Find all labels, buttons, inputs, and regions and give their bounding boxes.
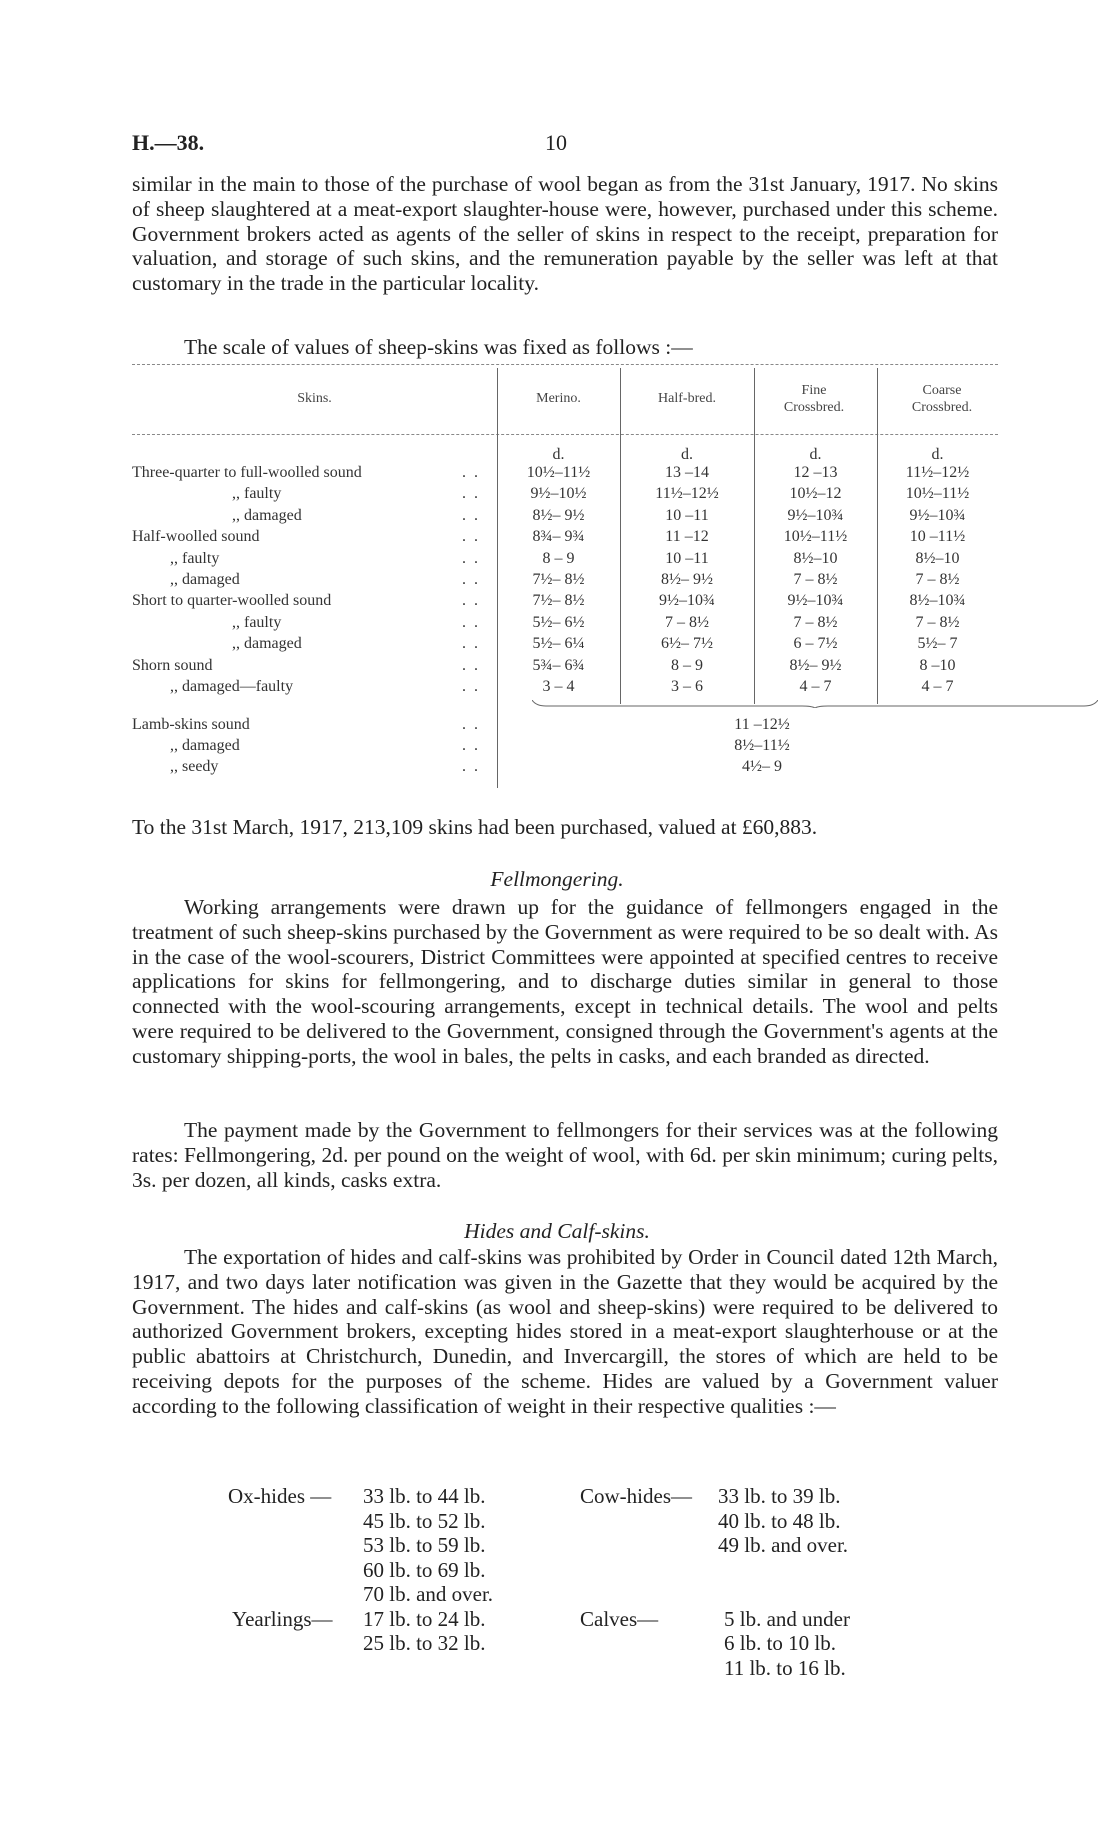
column-header-skins: Skins. [297,391,332,406]
ox-hides-range: 60 lb. to 69 lb. [363,1557,486,1582]
ox-hides-range: 33 lb. to 44 lb. [363,1484,486,1508]
value-cell: 8½–10¾ [909,592,966,610]
fellmongering-heading: Fellmongering. [490,867,624,891]
value-cell: 9½–10¾ [787,592,844,610]
value-cell: 11½–12½ [655,485,719,503]
yearlings-label: Yearlings— [232,1606,333,1631]
row-label: Half-woolled sound [132,528,260,546]
row-label: Three-quarter to full-woolled sound [132,464,362,481]
value-cell: 10 –11 [665,506,709,524]
table-header-rule [132,434,998,435]
row-dots: . . [462,528,480,546]
value-cell: 7 – 8½ [915,613,960,631]
column-header-fine-crossbred: Fine Crossbred. [783,383,845,415]
value-cell: 7½– 8½ [532,571,585,588]
row-dots: . . [462,737,480,754]
calves-range: 5 lb. and under [724,1606,850,1631]
value-cell: 5½– 6¼ [532,635,585,653]
value-cell: 8½– 9½ [789,656,842,674]
value-cell: 5¾– 6¾ [532,656,585,674]
purchase-summary: To the 31st March, 1917, 213,109 skins had been purchased, valued at £60,883. [132,815,818,839]
lamb-row-label: ,, damaged [170,737,240,754]
row-label: Short to quarter-woolled sound [132,592,332,610]
unit-label: d. [681,446,693,463]
value-cell: 5½– 7 [917,635,958,653]
ox-hides-range: 53 lb. to 59 lb. [363,1533,486,1557]
value-cell: 4 – 7 [921,678,954,695]
value-cell: 6½– 7½ [661,635,713,653]
row-dots: . . [462,758,480,775]
value-cell: 7½– 8½ [532,592,585,610]
value-cell: 7 – 8½ [793,613,838,631]
page-number: 10 [545,130,567,155]
row-label: ,, faulty [232,613,282,631]
calves-range: 6 lb. to 10 lb. [724,1631,837,1655]
value-cell: 10½–12 [789,485,842,503]
ox-hides-range: 45 lb. to 52 lb. [363,1508,486,1533]
row-dots: . . [462,506,480,524]
row-dots: . . [462,549,480,567]
row-label: ,, damaged—faulty [170,678,294,695]
lamb-value: 8½–11½ [734,737,790,754]
value-cell: 9½–10¾ [787,506,844,524]
row-dots: . . [462,464,480,481]
fellmongering-paragraph-2: The payment made by the Government to fellmongers for their services was at the following rates: Fellmongering, 2d. per pound on the weight of wool, with 6d. per skin minimum; curing pelts, 3s. per dozen, all kinds, casks extra. [132,1118,998,1192]
value-cell: 8½–10 [915,549,960,567]
yearlings-range: 17 lb. to 24 lb. [363,1606,486,1631]
lamb-value: 4½– 9 [742,758,782,775]
row-dots: . . [462,656,480,674]
value-cell: 9½–10½ [530,485,587,503]
row-dots: . . [462,485,480,503]
ox-hides-label: Ox-hides — [228,1484,332,1508]
row-label: ,, damaged [170,571,240,588]
value-cell: 3 – 6 [671,678,703,695]
row-label: Shorn sound [132,656,213,674]
cow-hides-range: 33 lb. to 39 lb. [718,1484,841,1508]
unit-label: d. [931,446,944,463]
row-label: ,, faulty [232,485,282,503]
value-cell: 10 –11 [665,549,709,567]
fellmongering-paragraph-1: Working arrangements were drawn up for the guidance of fellmongers engaged in the treatment of such sheep-skins purchased by the Government as were required to be so dealt with. As in the case of the wool-scourers, District Committees were appointed at specified centres to receive applications for skins for fellmongering, and to discharge duties similar in general to those connected with the wool-scouring arrangements, except in technical details. The wool and pelts were required to be delivered to the Government, consigned through the Government's agents at the customary shipping-ports, the wool in bales, the pelts in casks, and each branded as directed. [132,895,998,1068]
row-label: ,, damaged [232,635,302,653]
lamb-row-label: ,, seedy [170,758,219,775]
value-cell: 10½–11½ [526,464,591,481]
lamb-row-label: Lamb-skins sound [132,716,250,733]
row-dots: . . [462,571,480,588]
value-cell: 8 – 9 [671,656,703,674]
value-cell: 10½–11½ [783,528,848,546]
value-cell: 5½– 6½ [532,613,585,631]
unit-label: d. [809,446,822,463]
cow-hides-range: 49 lb. and over. [718,1533,849,1557]
ox-hides-range: 70 lb. and over. [363,1582,494,1606]
row-dots: . . [462,592,480,610]
calves-label: Calves— [580,1606,659,1631]
cow-hides-range: 40 lb. to 48 lb. [718,1508,841,1533]
hides-heading: Hides and Calf-skins. [464,1219,650,1243]
yearlings-range: 25 lb. to 32 lb. [363,1631,486,1655]
value-cell: 7 – 8½ [665,613,709,631]
value-cell: 12 –13 [793,464,838,481]
document-reference: H.—38. [132,130,205,155]
value-cell: 13 –14 [665,464,709,481]
row-dots: . . [462,635,480,653]
value-cell: 7 – 8½ [793,571,838,588]
value-cell: 3 – 4 [542,678,575,695]
value-cell: 4 – 7 [799,678,832,695]
scale-intro: The scale of values of sheep-skins was fixed as follows :— [184,335,693,359]
unit-label: d. [552,446,565,463]
value-cell: 11½–12½ [905,464,970,481]
value-cell: 8 – 9 [542,549,575,567]
row-label: ,, damaged [232,506,302,524]
value-cell: 8½– 9½ [661,571,713,588]
row-dots: . . [462,613,480,631]
lamb-value: 11 –12½ [734,716,790,733]
value-cell: 11 –12 [665,528,709,546]
column-header-half-bred: Half-bred. [658,391,716,406]
value-cell: 9½–10¾ [659,592,715,610]
value-cell: 8¾– 9¾ [532,528,585,546]
row-dots: . . [462,716,480,733]
row-dots: . . [462,678,480,695]
intro-paragraph: similar in the main to those of the purchase of wool began as from the 31st January, 1917. No skins of sheep slaughtered at a meat-export slaughter-house were, however, purchased under this scheme. Government brokers acted as agents of the seller of skins in respect to the receipt, preparation for valuation, and storage of such skins, and the remuneration payable by the seller was left at that customary in the trade in the particular locality. [132,172,998,296]
value-cell: 10 –11½ [909,528,966,546]
value-cell: 7 – 8½ [915,571,960,588]
value-cell: 10½–11½ [905,485,970,503]
table-top-rule [132,364,998,365]
calves-range: 11 lb. to 16 lb. [724,1655,846,1680]
lamb-brace [532,700,1098,708]
value-cell: 6 – 7½ [793,635,838,653]
column-header-merino: Merino. [536,391,581,406]
value-cell: 8 –10 [919,656,956,674]
value-cell: 9½–10¾ [909,506,966,524]
column-header-coarse-crossbred: Coarse Crossbred. [911,383,973,415]
hides-paragraph: The exportation of hides and calf-skins was prohibited by Order in Council dated 12th March, 1917, and two days later notification was given in the Gazette that they would be acquired by the Government. The hides and calf-skins (as wool and sheep-skins) were required to be delivered to authorized Government brokers, excepting hides stored in a meat-export slaughterhouse or at the public abattoirs at Christchurch, Dunedin, and Invercargill, the stores of which are held to be receiving depots for the purposes of the scheme. Hides are valued by a Government valuer according to the following classification of weight in their respective qualities :— [132,1245,998,1418]
value-cell: 8½–10 [793,549,838,567]
value-cell: 8½– 9½ [532,506,585,524]
cow-hides-label: Cow-hides— [580,1484,692,1508]
row-label: ,, faulty [170,549,220,567]
sheep-skin-values-table [132,364,998,794]
